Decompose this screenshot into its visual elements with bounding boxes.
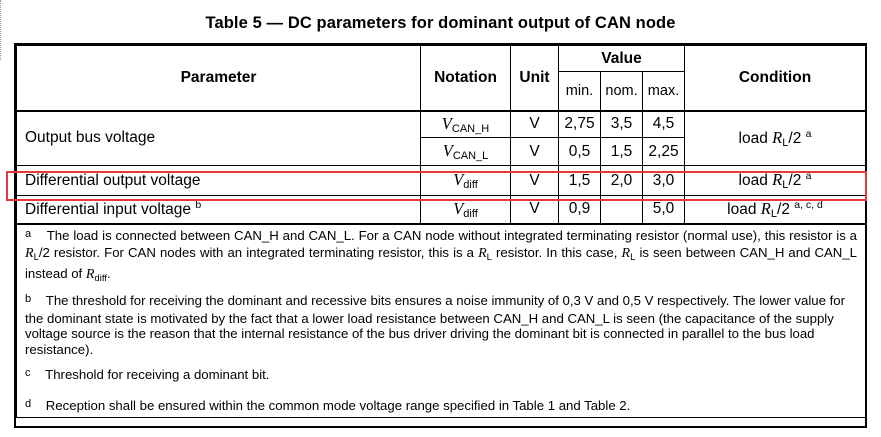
unit-cell: V (511, 166, 559, 196)
table-row (17, 111, 866, 138)
condition-cell: load $R_L/2$ $^a$ (685, 111, 866, 166)
footnote-a: $^a$ The load is connected between CAN_H and CAN_L. For a CAN node without integrated terminating resistor (normal use), this resistor is a $R_L/2$ resistor. For CAN nodes with an integrated terminating resistor, this is a $R_L$ resistor. In this case, $R_L$ is seen between CAN_H and CAN_L instead of $R_{diff}$. (25, 227, 858, 284)
header-condition: Condition (685, 46, 866, 111)
min-value: 0,9 (559, 196, 601, 224)
table-title: Table 5 — DC parameters for dominant output of CAN node (205, 14, 676, 32)
table-row (17, 166, 866, 196)
min-value: 0,5 (559, 138, 601, 166)
unit-cell: V (511, 111, 559, 138)
footnote-b: $^b$ The threshold for receiving the dominant and recessive bits ensures a noise immunity of 0,3 V and 0,5 V respectively. The lower value for the dominant state is motivated by the fact that a lower load resistance between CAN_H and CAN_L is seen (the capacitance of the supply voltage source is the reason that the internal resistance of the bus driver driving the dominant bit is connected in parallel to the bus load resistance). (25, 293, 846, 357)
header-nom: nom. (601, 72, 643, 111)
nom-value: 3,5 (601, 111, 643, 138)
header-parameter: Parameter (17, 46, 421, 111)
condition-cell: load $R_L/2$ $^a$ (685, 166, 866, 196)
max-value: 5,0 (643, 196, 685, 224)
table-row (17, 196, 866, 224)
dc-parameters-table (14, 43, 867, 428)
footnote-c: $^c$ Threshold for receiving a dominant bit. (25, 367, 270, 382)
unit-cell: V (511, 196, 559, 224)
max-value: 4,5 (643, 111, 685, 138)
notation-vcan-l: $V_{CAN\_L}$ (421, 138, 511, 166)
param-differential-input-voltage: Differential input voltage $^b$ (17, 196, 421, 224)
header-min: min. (559, 72, 601, 111)
footnote-d: $^d$ Reception shall be ensured within the common mode voltage range specified in Table 1 and Table 2. (25, 397, 631, 413)
header-value: Value (559, 46, 685, 72)
header-unit: Unit (511, 46, 559, 111)
max-value: 2,25 (643, 138, 685, 166)
header-notation: Notation (421, 46, 511, 111)
nom-value: 1,5 (601, 138, 643, 166)
param-differential-output-voltage: Differential output voltage (17, 166, 421, 196)
header-max: max. (643, 72, 685, 111)
notation-vcan-h: $V_{CAN\_H}$ (421, 111, 511, 138)
min-value: 1,5 (559, 166, 601, 196)
nom-value: 2,0 (601, 166, 643, 196)
condition-cell: load $R_L/2$ $^{a, c, d}$ (685, 196, 866, 224)
unit-cell: V (511, 138, 559, 166)
nom-value (601, 196, 643, 224)
min-value: 2,75 (559, 111, 601, 138)
table-footnotes (17, 224, 866, 418)
max-value: 3,0 (643, 166, 685, 196)
notation-vdiff: $V_{diff}$ (421, 166, 511, 196)
param-output-bus-voltage: Output bus voltage (17, 111, 421, 166)
notation-vdiff: $V_{diff}$ (421, 196, 511, 224)
